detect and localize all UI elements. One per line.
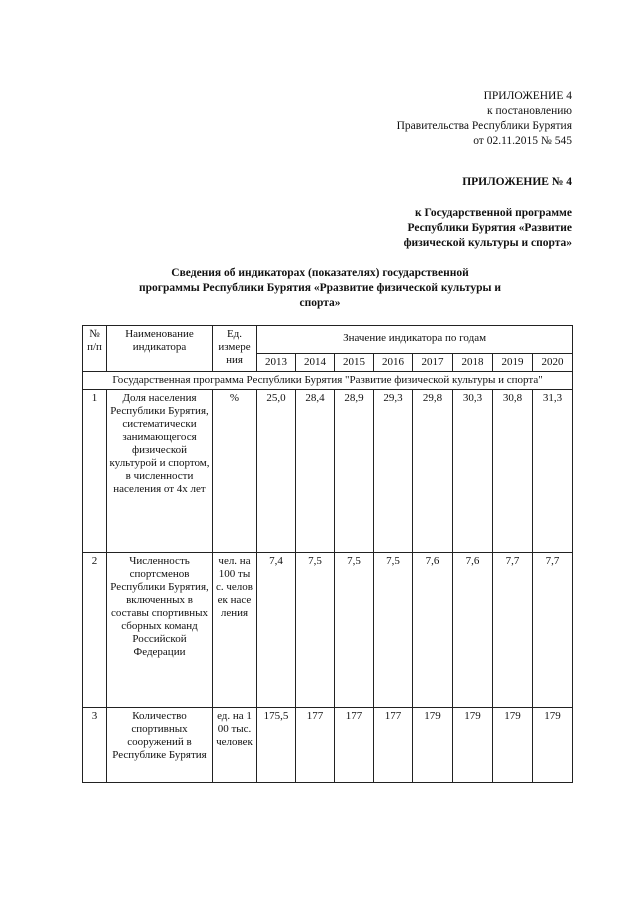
row-value: 175,5 bbox=[257, 708, 296, 783]
row-value: 177 bbox=[335, 708, 374, 783]
program-section-row bbox=[83, 372, 573, 390]
decree-appendix-label: ПРИЛОЖЕНИЕ 4 bbox=[483, 90, 572, 102]
program-reference bbox=[404, 206, 572, 251]
table-row bbox=[83, 553, 573, 708]
row-value: 29,3 bbox=[374, 390, 413, 553]
row-value: 179 bbox=[453, 708, 493, 783]
row-number: 1 bbox=[83, 390, 107, 553]
decree-government: Правительства Республики Бурятия bbox=[396, 120, 572, 132]
row-indicator-name: Численность спортсменов Республики Бурятия, включенных в составы спортивных сборных команд Российской Федерации bbox=[107, 553, 213, 708]
row-value: 7,4 bbox=[257, 553, 296, 708]
program-line-2: Республики Бурятия «Развитие bbox=[407, 222, 572, 234]
row-indicator-name: Доля населения Республики Бурятия, систематически занимающегося физической культурой и спортом, в численности населения от 4х лет bbox=[107, 390, 213, 553]
row-value: 7,7 bbox=[493, 553, 533, 708]
table-row bbox=[83, 708, 573, 783]
table-title-line-2: программы Республики Бурятия «Рразвитие физической культуры и bbox=[139, 282, 501, 294]
row-value: 179 bbox=[413, 708, 453, 783]
row-value: 7,5 bbox=[374, 553, 413, 708]
program-section-title: Государственная программа Республики Бурятия "Развитие физической культуры и спорта" bbox=[83, 372, 573, 390]
row-number: 3 bbox=[83, 708, 107, 783]
header-year: 2016 bbox=[374, 354, 413, 372]
table-title-line-3: спорта» bbox=[299, 297, 341, 309]
row-value: 179 bbox=[533, 708, 573, 783]
program-line-3: физической культуры и спорта» bbox=[403, 237, 572, 249]
header-year: 2015 bbox=[335, 354, 374, 372]
row-value: 7,6 bbox=[453, 553, 493, 708]
row-value: 177 bbox=[374, 708, 413, 783]
header-values-by-year: Значение индикатора по годам bbox=[257, 326, 573, 354]
row-unit: ед. на 100 тыс. человек bbox=[213, 708, 257, 783]
row-value: 31,3 bbox=[533, 390, 573, 553]
decree-reference bbox=[397, 89, 572, 149]
header-year: 2013 bbox=[257, 354, 296, 372]
header-indicator-name: Наименование индикатора bbox=[107, 326, 213, 372]
header-year: 2020 bbox=[533, 354, 573, 372]
decree-to-resolution: к постановлению bbox=[487, 105, 572, 117]
row-value: 179 bbox=[493, 708, 533, 783]
table-title bbox=[90, 266, 550, 311]
row-value: 7,5 bbox=[335, 553, 374, 708]
row-unit: % bbox=[213, 390, 257, 553]
row-value: 7,6 bbox=[413, 553, 453, 708]
row-value: 7,7 bbox=[533, 553, 573, 708]
row-value: 28,9 bbox=[335, 390, 374, 553]
table-row bbox=[83, 390, 573, 553]
header-unit: Ед. измере ния bbox=[213, 326, 257, 372]
header-year: 2018 bbox=[453, 354, 493, 372]
indicators-table bbox=[82, 325, 573, 783]
header-year: 2017 bbox=[413, 354, 453, 372]
row-value: 177 bbox=[296, 708, 335, 783]
row-value: 25,0 bbox=[257, 390, 296, 553]
row-value: 30,8 bbox=[493, 390, 533, 553]
row-indicator-name: Количество спортивных сооружений в Республике Бурятия bbox=[107, 708, 213, 783]
row-unit: чел. на 100 тыс. человек населения bbox=[213, 553, 257, 708]
header-number: № п/п bbox=[83, 326, 107, 372]
table-title-line-1: Сведения об индикаторах (показателях) государственной bbox=[171, 267, 469, 279]
header-year: 2014 bbox=[296, 354, 335, 372]
row-value: 29,8 bbox=[413, 390, 453, 553]
row-value: 30,3 bbox=[453, 390, 493, 553]
table-header-row bbox=[83, 326, 573, 354]
row-value: 28,4 bbox=[296, 390, 335, 553]
row-number: 2 bbox=[83, 553, 107, 708]
program-line-1: к Государственной программе bbox=[415, 207, 572, 219]
appendix-title: ПРИЛОЖЕНИЕ № 4 bbox=[462, 176, 572, 188]
row-value: 7,5 bbox=[296, 553, 335, 708]
decree-date-number: от 02.11.2015 № 545 bbox=[473, 135, 572, 147]
header-year: 2019 bbox=[493, 354, 533, 372]
